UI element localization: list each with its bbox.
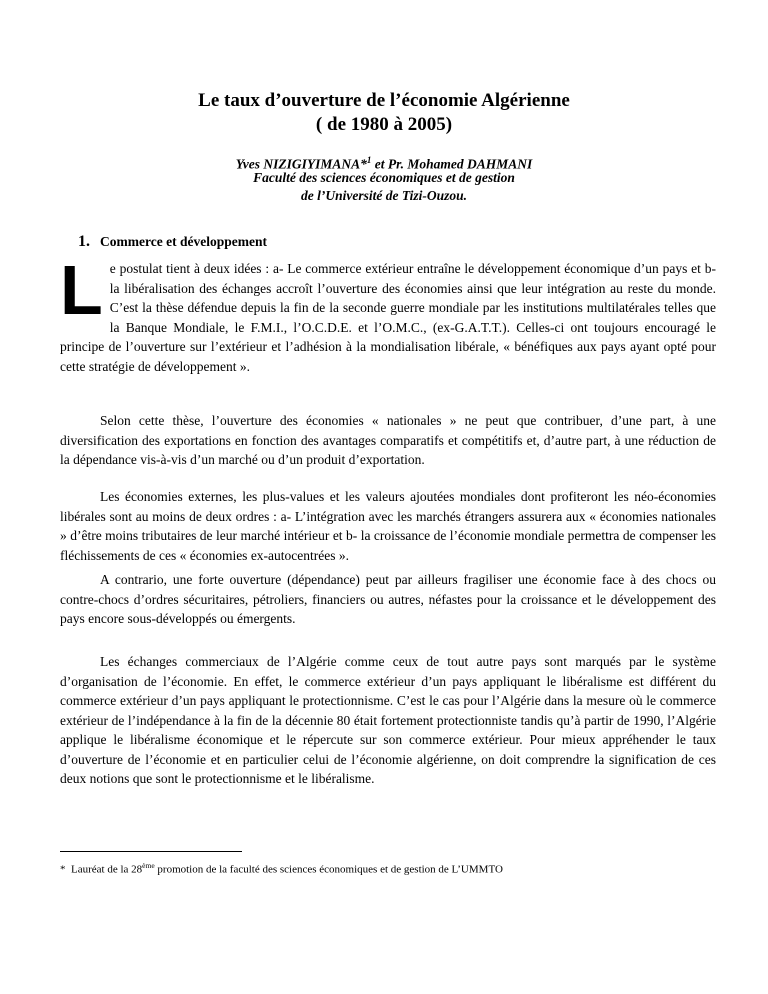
footnote-text-start: Lauréat de la 28 (71, 863, 143, 876)
section-heading (78, 233, 267, 251)
paragraph-5: Les échanges commerciaux de l’Algérie comme ceux de tout autre pays sont marqués par le système d’organisation de l’économie. En effet, le commerce extérieur d’un pays appliquant le libéralisme est différent du commerce extérieur d’un pays appliquant le protectionnisme. C’est le cas pour l’Algérie dans la mesure où le commerce extérieur de l’indépendance à la fin de la décennie 80 était fortement protectionniste tandis qu’à partir de 1990, l’Algérie applique le libéralisme économique et le répercute sur son commerce extérieur. Pour mieux appréhender le taux d’ouverture de l’économie et en particulier celui de l’économie algérienne, on doit comprendre la signification de ces deux notions que sont le protectionnisme et le libéralisme. (60, 654, 716, 786)
author-connector: et (371, 156, 388, 172)
footnote (60, 859, 716, 877)
paper-title-dates: ( de 1980 à 2005) (315, 114, 453, 135)
affiliation-line-2: de l’Université de Tizi-Ouzou. (301, 188, 467, 203)
paragraph-3: Les économies externes, les plus-values et les valeurs ajoutées mondiales dont profiteront les néo-économies libérales sont au moins de deux ordres : a- L’intégration avec les marchés étrangers assurera aux « économies nationales » d’être moins tributaires de leur marché intérieur et b- la croissance de l’économie mondiale permettra de compenser les fléchissements de ces « économies ex-autocentrées ». (60, 489, 716, 563)
section-number: 1. (78, 233, 90, 250)
paragraph-4: A contrario, une forte ouverture (dépendance) peut par ailleurs fragiliser une économie face à des chocs ou contre-chocs d’ordres sécuritaires, pétroliers, financiers ou autres, néfastes pour la croissance et le développement des pays encore sous-développés ou émergents. (60, 572, 716, 626)
footnote-marker: * (60, 863, 66, 876)
section-title: Commerce et développement (100, 234, 267, 249)
author-1: Yves NIZIGIYIMANA* (235, 156, 367, 172)
author-2: Pr. Mohamed DAHMANI (387, 156, 533, 172)
footnote-superscript: ème (142, 861, 155, 870)
paragraph-1-text: e postulat tient à deux idées : a- Le commerce extérieur entraîne le développement économique d’un pays et b- la libéralisation des échanges accroît l’ouverture des économies ainsi que leur intégration au reste du monde. C’est la thèse défendue depuis la fin de la seconde guerre mondiale par les institutions multilatérales telles que la Banque Mondiale, le F.M.I., l’O.C.D.E. et l’O.M.C., (ex-G.A.T.T.). Celles-ci ont toujours encouragé le principe de l’ouverture sur l’extérieur et l’adhésion à la mondialisation libérale, « bénéfiques aux pays ayant opté pour cette stratégie de développement ». (60, 261, 716, 374)
affiliation-line-1: Faculté des sciences économiques et de gestion (253, 170, 515, 185)
paragraph-1 (60, 251, 716, 376)
footnote-separator (60, 851, 242, 852)
paper-title: Le taux d’ouverture de l’économie Algérienne (198, 90, 570, 111)
drop-cap: L (60, 251, 102, 329)
paragraph-2: Selon cette thèse, l’ouverture des économies « nationales » ne peut que contribuer, d’une part, à une diversification des exportations en fonction des avantages comparatifs et compétitifs et, d’autre part, à une réduction de la dépendance vis-à-vis d’un marché ou d’un produit d’exportation. (60, 413, 716, 467)
footnote-text-end: promotion de la faculté des sciences économiques et de gestion de L’UMMTO (154, 863, 503, 876)
author-1-footnote-ref: 1 (366, 155, 372, 165)
